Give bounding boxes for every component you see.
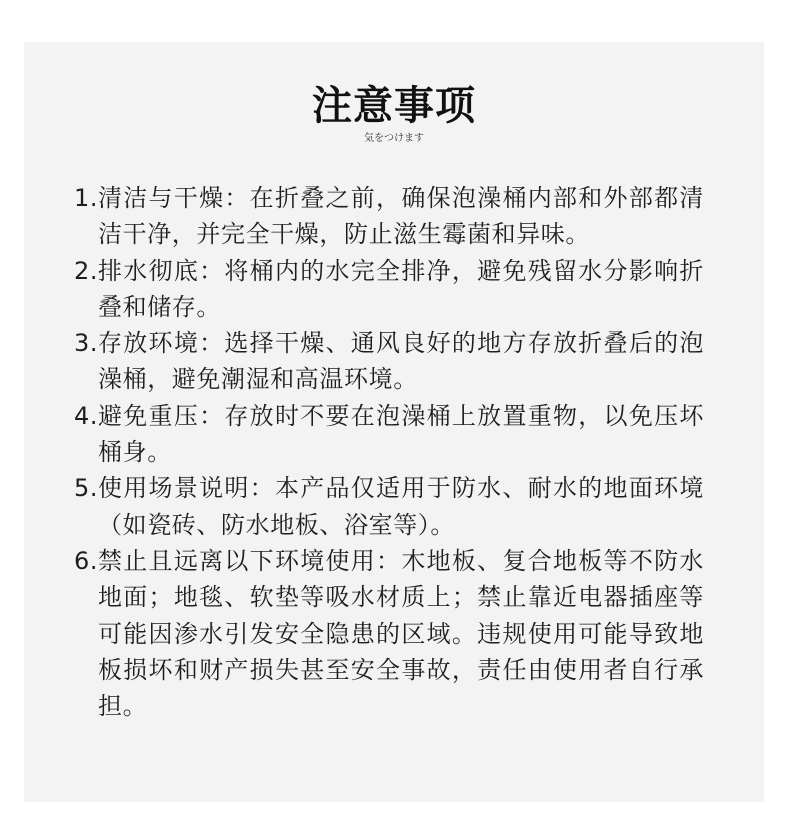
note-text: 使用场景说明：本产品仅适用于防水、耐水的地面环境（如瓷砖、防水地板、浴室等）。 bbox=[98, 474, 704, 539]
note-text: 清洁与干燥：在折叠之前，确保泡澡桶内部和外部都清洁干净，并完全干燥，防止滋生霉菌和异味。 bbox=[98, 184, 704, 249]
notes-list bbox=[74, 180, 704, 724]
page-subtitle: 気をつけます bbox=[364, 133, 424, 144]
note-text: 存放环境：选择干燥、通风良好的地方存放折叠后的泡澡桶，避免潮湿和高温环境。 bbox=[98, 329, 704, 394]
note-item-3 bbox=[74, 325, 704, 398]
note-number: 3. bbox=[74, 329, 99, 358]
notice-panel bbox=[24, 42, 764, 802]
note-number: 5. bbox=[74, 474, 99, 503]
note-item-4 bbox=[74, 398, 704, 471]
note-item-6 bbox=[74, 543, 704, 724]
note-text: 禁止且远离以下环境使用：木地板、复合地板等不防水地面；地毯、软垫等吸水材质上；禁止靠近电器插座等可能因渗水引发安全隐患的区域。违规使用可能导致地板损坏和财产损失甚至安全事故，责任由使用者自行承担。 bbox=[98, 546, 704, 721]
note-number: 6. bbox=[74, 546, 99, 575]
note-item-5 bbox=[74, 470, 704, 543]
note-number: 4. bbox=[74, 401, 99, 430]
note-item-1 bbox=[74, 180, 704, 253]
note-text: 避免重压：存放时不要在泡澡桶上放置重物，以免压坏桶身。 bbox=[98, 401, 704, 467]
note-item-2 bbox=[74, 253, 704, 326]
page-title: 注意事项 bbox=[312, 83, 476, 129]
note-number: 2. bbox=[74, 256, 99, 285]
note-text: 排水彻底：将桶内的水完全排净，避免残留水分影响折叠和储存。 bbox=[98, 256, 704, 321]
note-number: 1. bbox=[74, 184, 99, 212]
